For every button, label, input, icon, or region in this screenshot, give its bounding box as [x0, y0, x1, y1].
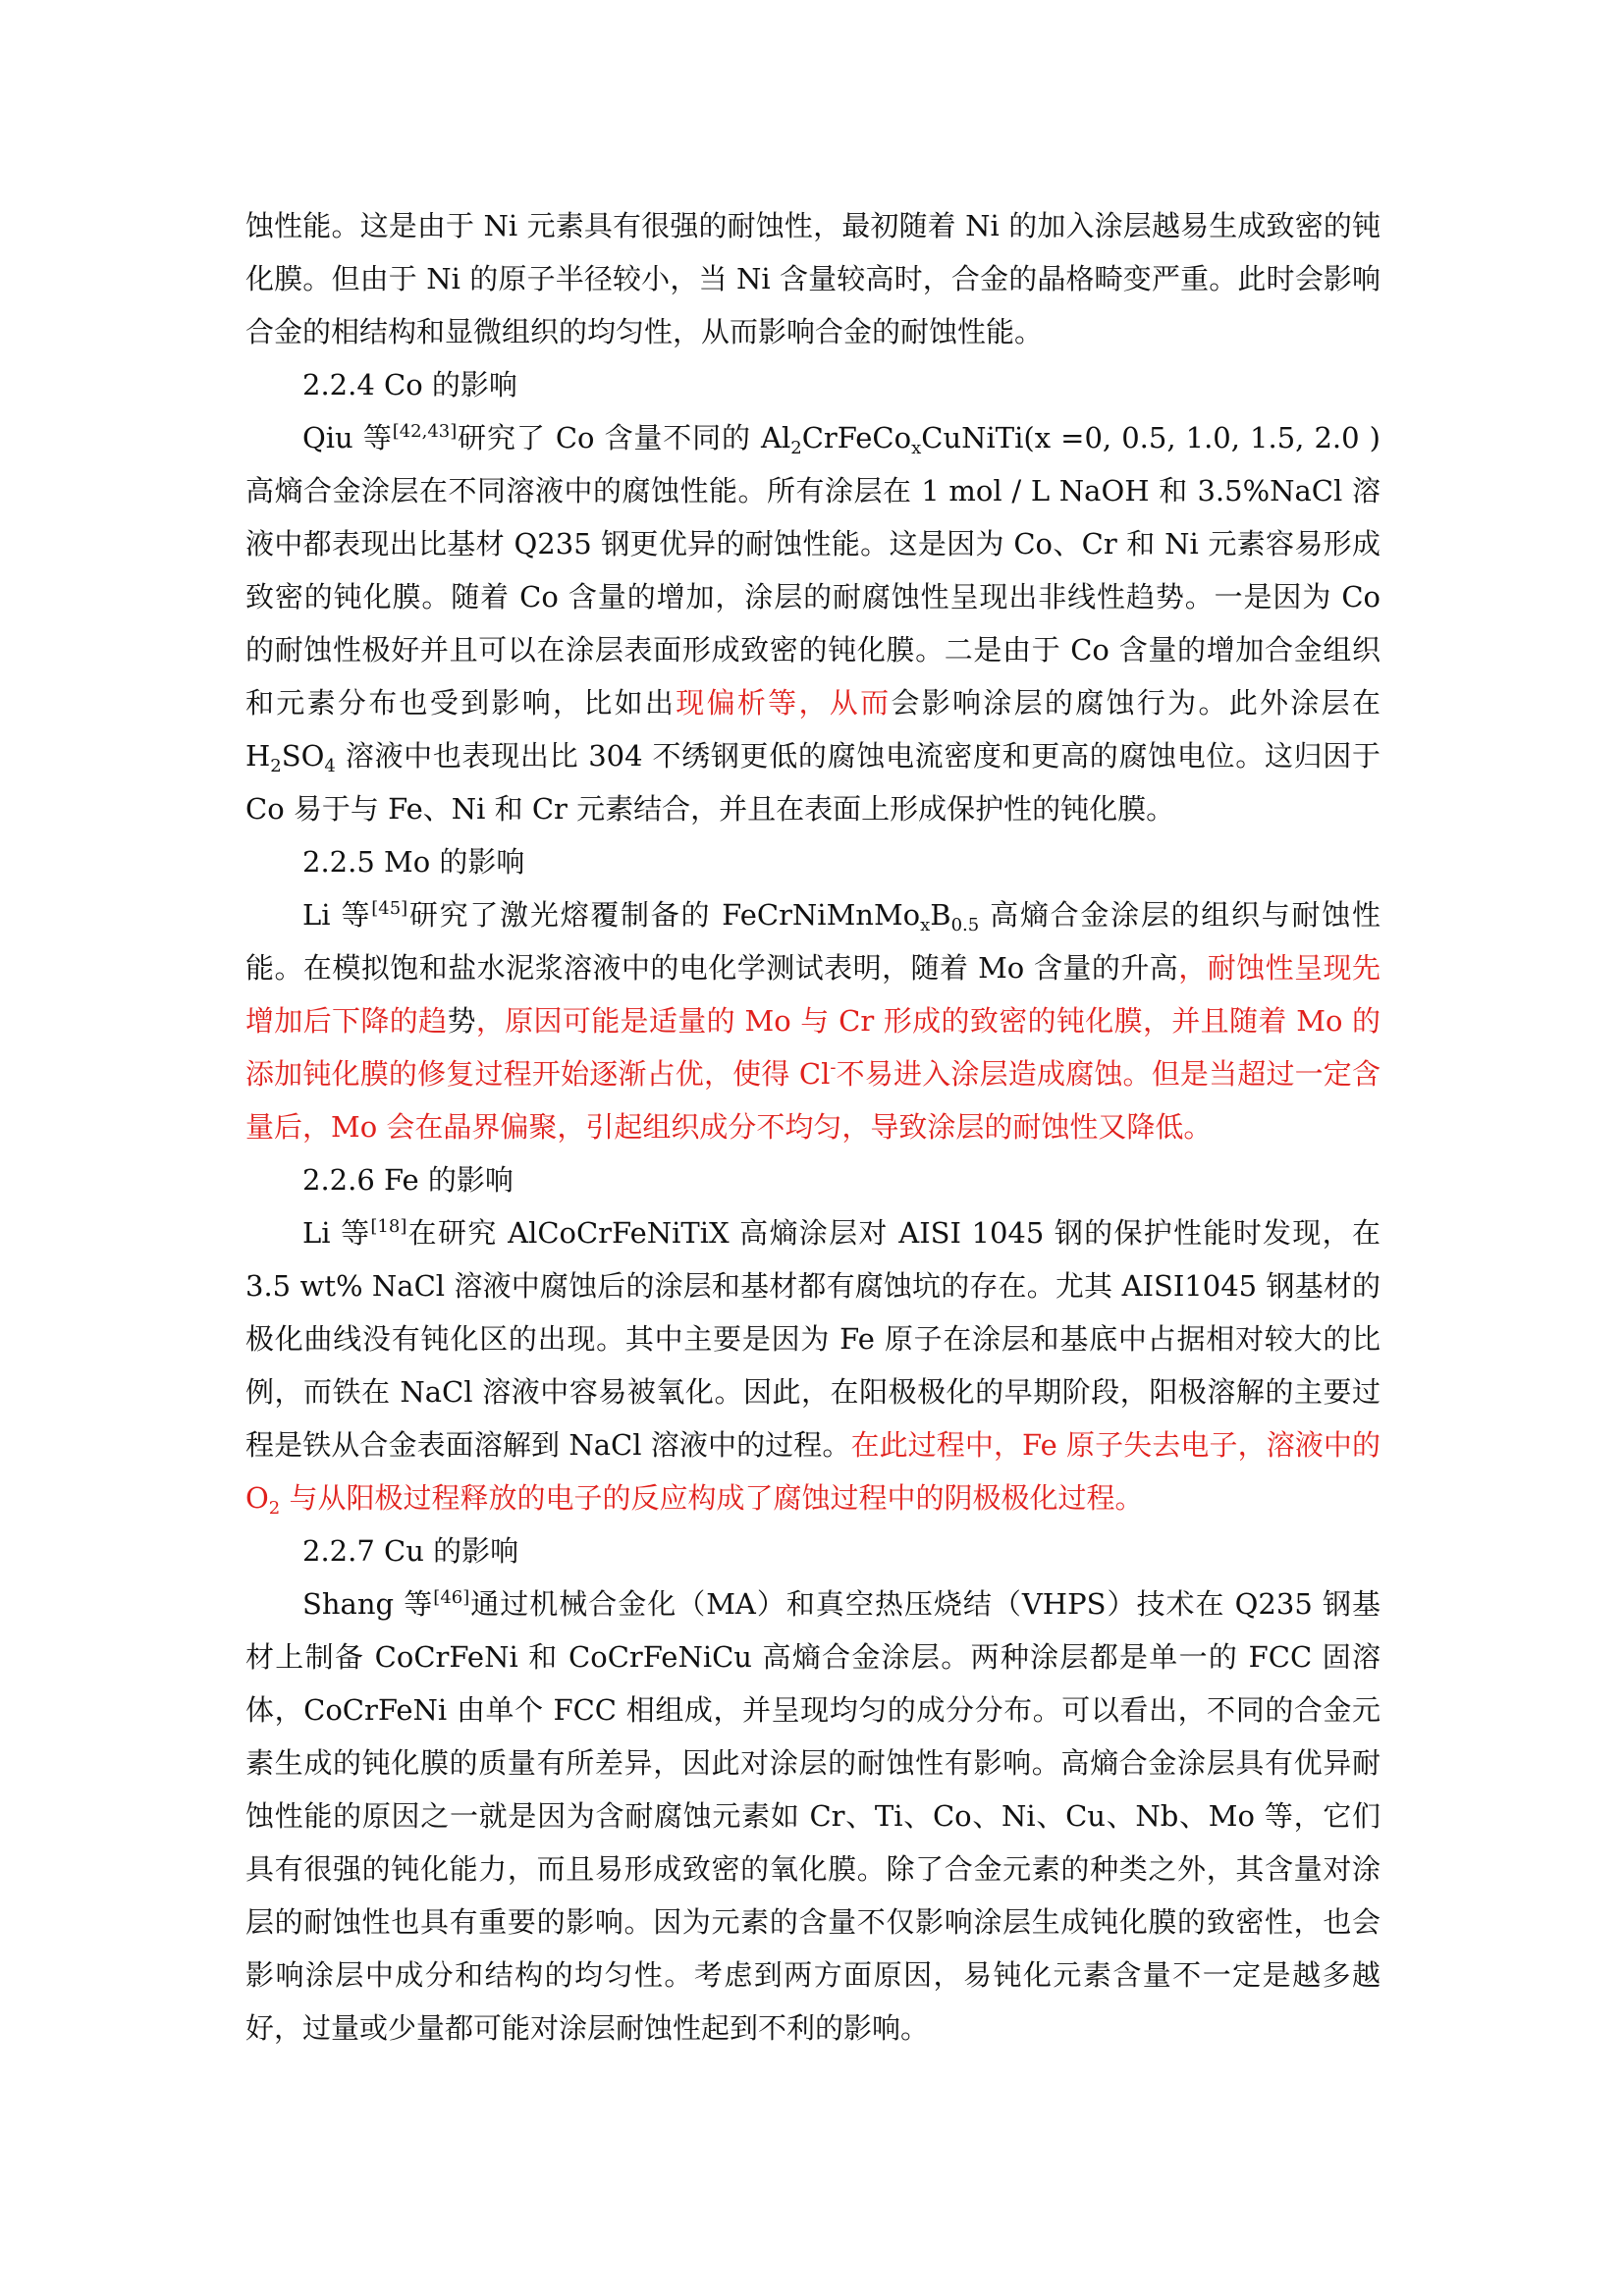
citation-ref: [18] [370, 1216, 407, 1237]
section-heading-mo: 2.2.5 Mo 的影响 [302, 845, 525, 879]
section-heading-fe: 2.2.6 Fe 的影响 [302, 1163, 514, 1197]
highlighted-text: 不易进入涂层造成腐蚀。但是当超过一定含量后，Mo 会在晶界偏聚，引起组织成分不均匀，导致涂层的耐蚀性又降低。 [245, 1057, 1380, 1144]
citation-ref: [45] [371, 898, 408, 919]
citation-ref: [46] [433, 1587, 470, 1608]
paragraph-mo: Li 等[45]研究了激光熔覆制备的 $FeCrNiMnMo_xB_{0.5}$ 高熵合金涂层的组织与耐蚀性能。在模拟饱和盐水泥浆溶液中的电化学测试表明，随着 Mo 含量的升高，耐蚀性呈现先增加后下降的趋势，原因可能是适量的 Mo 与 Cr 形成的致密的钝化膜，并且随着 Mo 的添加钝化膜的修复过程开始逐渐占优，使得 Cl-不易进入涂层造成腐蚀。但是当超过一定含量后，Mo 会在晶界偏聚，引起组织成分不均匀，导致涂层的耐蚀性又降低。 [245, 898, 1380, 1144]
paragraph-co: Qiu 等[42,43]研究了 Co 含量不同的 $Al_2CrFeCo_xCuNiTi(x =0$, 0.5, 1.0, 1.5, 2.0 )高熵合金涂层在不同溶液中的腐蚀性能。所有涂层在 1 mol / L NaOH 和 3.5%NaCl 溶液中都表现出比基材 Q235 钢更优异的耐蚀性能。这是因为 Co、Cr 和 Ni 元素容易形成致密的钝化膜。随着 Co 含量的增加，涂层的耐腐蚀性呈现出非线性趋势。一是因为 Co 的耐蚀性极好并且可以在涂层表面形成致密的钝化膜。二是由于 Co 含量的增加合金组织和元素分布也受到影响，比如出现偏析等，从而会影响涂层的腐蚀行为。此外涂层在 $H_2SO_4$ 溶液中也表现出比 304 不绣钢更低的腐蚀电流密度和更高的腐蚀电位。这归因于 Co 易于与 Fe、Ni 和 Cr 元素结合，并且在表面上形成保护性的钝化膜。 [245, 421, 1380, 826]
highlighted-text: ，耐蚀性呈现先增加后下降的趋 [245, 951, 1380, 1038]
paragraph-cu: Shang 等[46]通过机械合金化（MA）和真空热压烧结（VHPS）技术在 Q235 钢基材上制备 CoCrFeNi 和 CoCrFeNiCu 高熵合金涂层。两种涂层都是单一的 FCC 固溶体，CoCrFeNi 由单个 FCC 相组成，并呈现均匀的成分分布。可以看出，不同的合金元素生成的钝化膜的质量有所差异，因此对涂层的耐蚀性有影响。高熵合金涂层具有优异耐蚀性能的原因之一就是因为含耐腐蚀元素如 Cr、Ti、Co、Ni、Cu、Nb、Mo 等，它们具有很强的钝化能力，而且易形成致密的氧化膜。除了合金元素的种类之外，其含量对涂层的耐蚀性也具有重要的影响。因为元素的含量不仅影响涂层生成钝化膜的致密性，也会影响涂层中成分和结构的均匀性。考虑到两方面原因，易钝化元素含量不一定是越多越好，过量或少量都可能对涂层耐蚀性起到不利的影响。 [245, 1587, 1380, 2045]
highlighted-text: 在此过程中，Fe 原子失去电子，溶液中的 O [245, 1428, 1380, 1515]
section-heading-co: 2.2.4 Co 的影响 [302, 368, 517, 401]
citation-ref: [42,43] [392, 421, 458, 442]
highlighted-text: 与从阳极过程释放的电子的反应构成了腐蚀过程中的阴极极化过程。 [280, 1481, 1144, 1515]
paragraph-ni-continued: 蚀性能。这是由于 Ni 元素具有很强的耐蚀性，最初随着 Ni 的加入涂层越易生成致密的钝化膜。但由于 Ni 的原子半径较小，当 Ni 含量较高时，合金的晶格畸变严重。此时会影响合金的相结构和显微组织的均匀性，从而影响合金的耐蚀性能。 [245, 209, 1380, 348]
highlighted-text: ，原因可能是适量的 Mo 与 Cr 形成的致密的钝化膜，并且随着 Mo 的添加钝化膜的修复过程开始逐渐占优，使得 Cl [245, 1004, 1380, 1091]
highlighted-text: 现偏析等，从而 [676, 686, 892, 720]
section-heading-cu: 2.2.7 Cu 的影响 [302, 1534, 519, 1568]
paragraph-fe: Li 等[18]在研究 AlCoCrFeNiTiX 高熵涂层对 AISI 1045 钢的保护性能时发现，在 3.5 wt% NaCl 溶液中腐蚀后的涂层和基材都有腐蚀坑的存在。尤其 AISI1045 钢基材的极化曲线没有钝化区的出现。其中主要是因为 Fe 原子在涂层和基底中占据相对较大的比例，而铁在 NaCl 溶液中容易被氧化。因此，在阳极极化的早期阶段，阳极溶解的主要过程是铁从合金表面溶解到 NaCl 溶液中的过程。在此过程中，Fe 原子失去电子，溶液中的 $O_2$ 与从阳极过程释放的电子的反应构成了腐蚀过程中的阴极极化过程。 [245, 1216, 1380, 1519]
document-page [245, 199, 1380, 2055]
